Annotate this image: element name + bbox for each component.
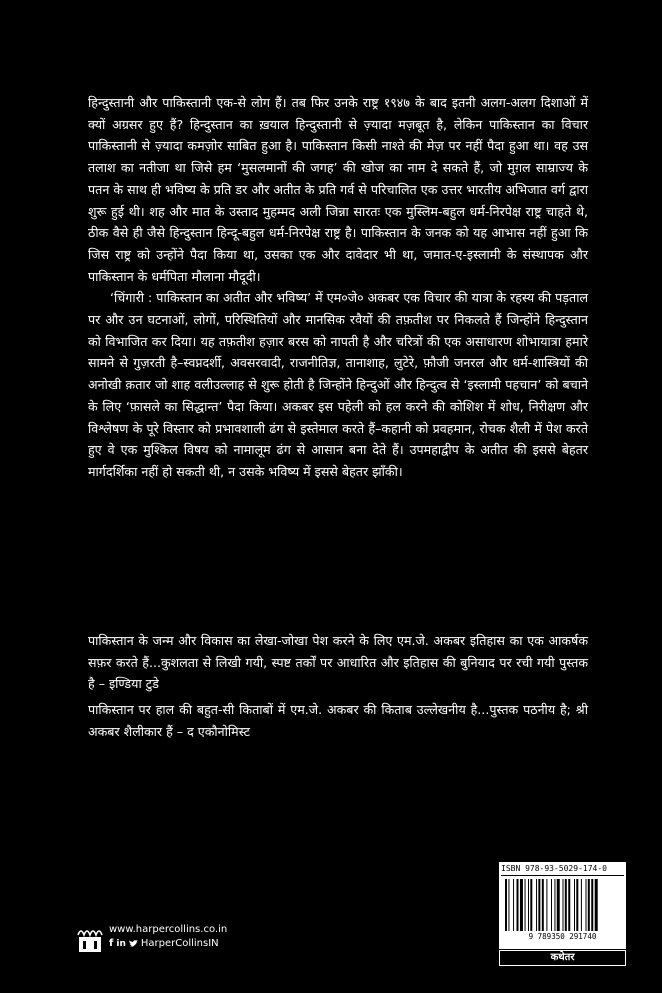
- barcode-bar: [581, 879, 582, 931]
- barcode-bar: [586, 879, 587, 931]
- barcode-digits: 9 789350 291740: [528, 932, 597, 941]
- barcode-bar: [551, 879, 552, 931]
- review-quotes: [88, 630, 588, 747]
- social-handle: HarperCollinsIN: [140, 938, 219, 949]
- review-quote: पाकिस्तान पर हाल की बहुत-सी किताबों में एम.जे. अकबर की किताब उल्लेखनीय है...पुस्तक पठनीय है; श्री अकबर शैलीकार हैं – द एकौनोमिस्ट: [88, 702, 588, 739]
- barcode-bar: [554, 879, 555, 931]
- barcode-bar: [508, 879, 509, 931]
- barcode-bar: [574, 879, 575, 931]
- barcode-bar: [588, 879, 590, 931]
- facebook-icon: f: [109, 938, 114, 949]
- category-label: कथेतर: [499, 950, 626, 966]
- review-quote: पाकिस्तान के जन्म और विकास का लेखा-जोखा पेश करने के लिए एम.जे. अकबर इतिहास का एक आकर्षक सफ़र करते हैं...कुशलता से लिखी गयी, स्पष्ट तर्कों पर आधारित और इतिहास की बुनियाद पर रची गयी पुस्तक है – इण्डिया टुडे: [88, 633, 588, 692]
- barcode-bar: [538, 879, 540, 931]
- description-paragraph-2: ‘चिंगारी : पाकिस्तान का अतीत और भविष्य’ में एम०जे० अकबर एक विचार की यात्रा के रहस्य की पड़ताल पर और उन घटनाओं, लोगों, परिस्थितियों और मानसिक रवैयों की तफ़तीश पर निकलते हैं जिन्होंने हिन्दुस्तान को विभाजित कर दिया। यह तफ़तीश हज़ार बरस को नापती है और चरित्रों की एक असाधारण शोभायात्रा हमारे सामने से गुज़रती है–स्वप्नदर्शी, अवसरवादी, राजनीतिज्ञ, तानाशाह, लुटेरे, फ़ौजी जनरल और धर्म-शास्त्रियों की अनोखी क़तार जो शाह वलीउल्लाह से शुरू होती है जिन्होंने हिन्दुओं और हिन्दुत्व से ‘इस्लामी पहचान’ को बचाने के लिए ‘फ़ासले का सिद्धान्त’ पैदा किया। अकबर इस पहेली को हल करने की कोशिश में शोध, निरीक्षण और विश्लेषण के पूरे विस्तार को प्रभावशाली ढंग से इस्तेमाल करते हैं–कहानी को प्रवहमान, रोचक शैली में पेश करते हुए वे एक मुश्किल विषय को नामालूम ढंग से आसान बना देते हैं। उपमहाद्वीप के अतीत की इससे बेहतर मार्गदर्शिका नहीं हो सकती थी, न उसके भविष्य में इससे बेहतर झाँकी।: [88, 290, 588, 479]
- barcode-bar: [536, 879, 537, 931]
- barcode-bar: [568, 879, 570, 931]
- book-description: [88, 92, 588, 483]
- barcode-bar: [505, 879, 507, 931]
- description-paragraph-1: हिन्दुस्तानी और पाकिस्तानी एक-से लोग हैं। तब फिर उनके राष्ट्र १९४७ के बाद इतनी अलग-अलग दिशाओं में क्यों अग्रसर हुए हैं? हिन्दुस्तान का ख़याल हिन्दुस्तानी से ज़्यादा मज़बूत है, लेकिन पाकिस्तान का विचार पाकिस्तानी से ज़्यादा कमज़ोर साबित हुआ है। पाकिस्तान किसी नाश्ते की मेज़ पर नहीं पैदा हुआ था। वह उस तलाश का नतीजा था जिसे हम ‘मुसलमानों की जगह’ की खोज का नाम दे सकते हैं, जो मुग़ल साम्राज्य के पतन के साथ ही भविष्य के प्रति डर और अतीत के प्रति गर्व से परिचालित एक उत्तर भारतीय अभिजात वर्ग द्वारा शुरू हुई थी। शह और मात के उस्ताद मुहम्मद अली जिन्ना सारतः एक मुस्लिम-बहुल धर्म-निरपेक्ष राष्ट्र चाहते थे, ठीक वैसे ही जैसे हिन्दुस्तान हिन्दू-बहुल धर्म-निरपेक्ष राष्ट्र है। पाकिस्तान के जनक को यह आभास नहीं हुआ कि जिस राष्ट्र को उन्होंने पैदा किया था, उसका एक और दावेदार भी था, जमात-ए-इस्लामी के संस्थापक और पाकिस्तान के धर्मपिता मौलाना मौदूदी।: [88, 95, 588, 284]
- barcode-bar: [530, 879, 532, 931]
- barcode-bar: [557, 879, 560, 931]
- linkedin-icon: in: [116, 939, 126, 949]
- barcode-panel: [499, 862, 626, 949]
- barcode-bar: [591, 879, 593, 931]
- barcode-bar: [528, 879, 529, 931]
- publisher-block: [77, 923, 227, 953]
- harpercollins-logo: [77, 923, 103, 953]
- barcode-bar: [520, 879, 523, 931]
- isbn-label: ISBN 978-93-5029-174-0: [501, 863, 624, 876]
- barcode-bar: [542, 879, 544, 931]
- barcode-bar: [576, 879, 578, 931]
- barcode-bar: [595, 879, 598, 931]
- barcode-bar: [513, 879, 514, 931]
- barcode-bar: [525, 879, 526, 931]
- barcode-bar: [517, 879, 519, 931]
- twitter-icon: [129, 940, 138, 948]
- barcode-bar: [565, 879, 567, 931]
- barcode-bar: [546, 879, 547, 931]
- publisher-website: www.harpercollins.co.in: [109, 924, 228, 935]
- barcode-graphic: [505, 879, 620, 931]
- barcode-bar: [563, 879, 564, 931]
